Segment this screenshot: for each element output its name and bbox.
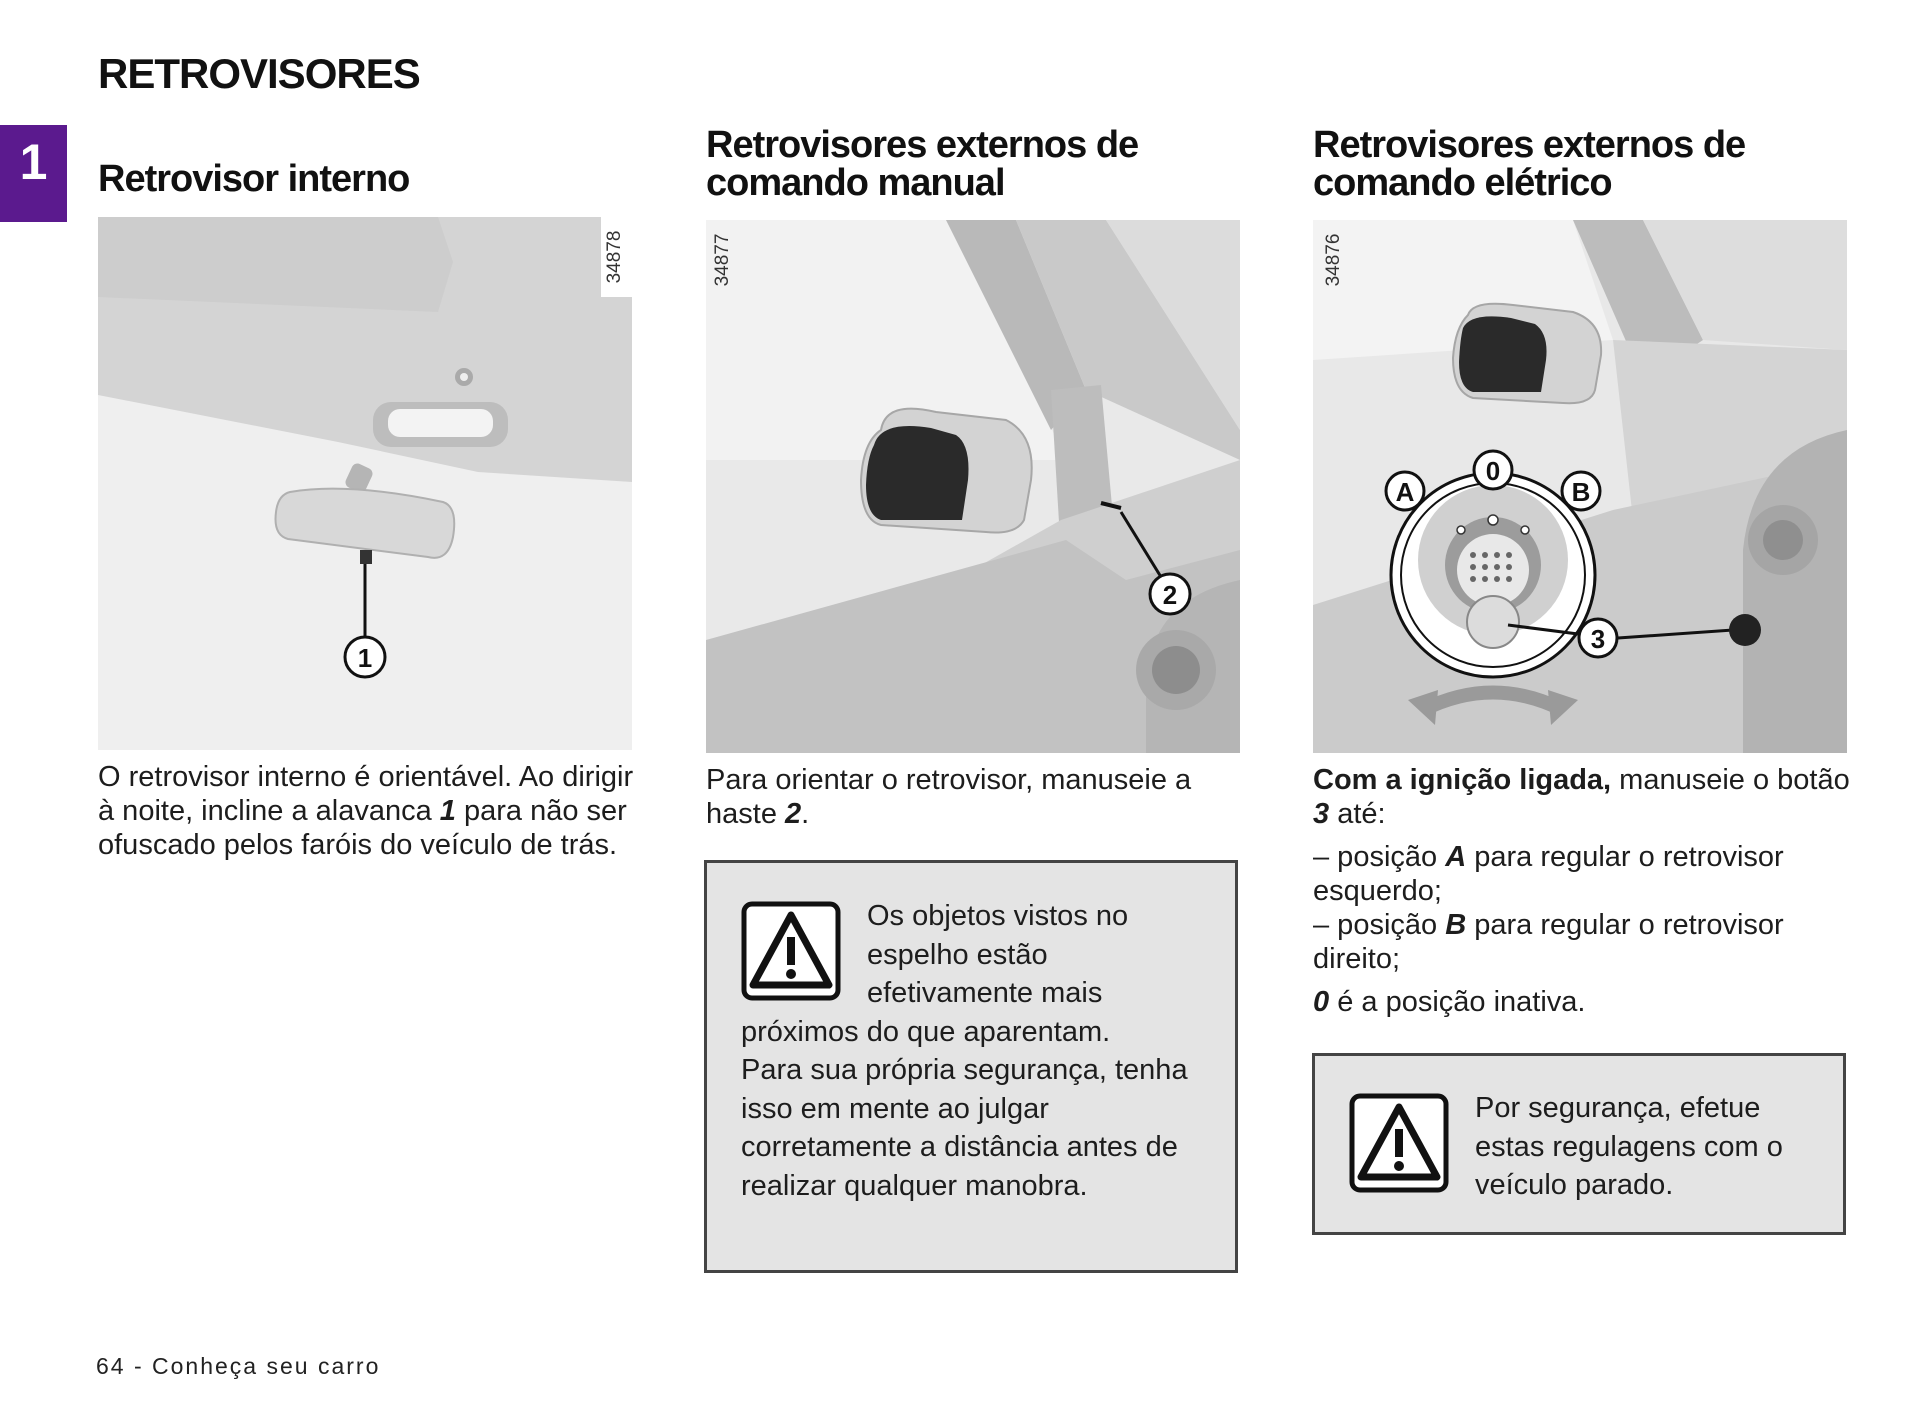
list-item: – posição B para regular o retrovisor direito; xyxy=(1313,909,1784,975)
warning-text: Por segurança, efetue estas regulagens com o veículo parado. xyxy=(1475,1092,1783,1201)
callout-b: B xyxy=(1571,477,1591,507)
warning-triangle-icon xyxy=(1349,1093,1449,1193)
figure-manual-mirror xyxy=(706,220,1240,753)
callout-a: A xyxy=(1395,477,1415,507)
warning-box-manual xyxy=(704,860,1238,1273)
figure-internal-mirror xyxy=(98,217,632,750)
electric-mirror-text: Com a ignição ligada, manuseie o botão 3 até: – posição A para regular o retrovisor esquerdo; – posição B para regular o retrovisor direito; 0 é a posição inativa. xyxy=(1313,763,1853,1019)
internal-mirror-text: O retrovisor interno é orientável. Ao dirigir à noite, incline a alavanca 1 para não ser ofuscado pelos faróis do veículo de trás. xyxy=(98,761,634,861)
electric-mirror-illustration xyxy=(1313,220,1847,753)
figure-electric-mirror xyxy=(1313,220,1847,753)
warning-text-1: Os objetos vistos no espelho estão efetivamente mais próximos do que aparentam. xyxy=(741,900,1129,1048)
page-title: RETROVISORES xyxy=(98,50,420,97)
heading-electric-mirrors: Retrovisores externos de comando elétrico xyxy=(1313,124,1746,204)
internal-mirror-illustration xyxy=(98,217,632,750)
callout-1: 1 xyxy=(357,643,373,673)
warning-box-electric xyxy=(1312,1053,1846,1235)
heading-internal-mirror: Retrovisor interno xyxy=(98,158,410,200)
callout-2: 2 xyxy=(1162,580,1178,610)
callout-0: 0 xyxy=(1485,456,1501,486)
figure-code: 34876 xyxy=(1323,233,1344,287)
manual-mirror-illustration xyxy=(706,220,1240,753)
warning-text-2: Para sua própria segurança, tenha isso em mente ao julgar corretamente a distância antes de realizar qualquer manobra. xyxy=(741,1054,1188,1202)
warning-triangle-icon xyxy=(741,901,841,1001)
manual-mirror-text: Para orientar o retrovisor, manuseie a haste 2. xyxy=(706,764,1192,830)
figure-code: 34877 xyxy=(712,233,733,287)
list-item: – posição A para regular o retrovisor esquerdo; xyxy=(1313,841,1784,907)
callout-3: 3 xyxy=(1590,624,1606,654)
heading-manual-mirrors: Retrovisores externos de comando manual xyxy=(706,124,1139,204)
page-footer: 64 - Conheça seu carro xyxy=(96,1353,381,1379)
list-item: 0 é a posição inativa. xyxy=(1313,986,1586,1018)
figure-code: 34878 xyxy=(604,230,625,284)
chapter-tab: 1 xyxy=(0,125,67,222)
